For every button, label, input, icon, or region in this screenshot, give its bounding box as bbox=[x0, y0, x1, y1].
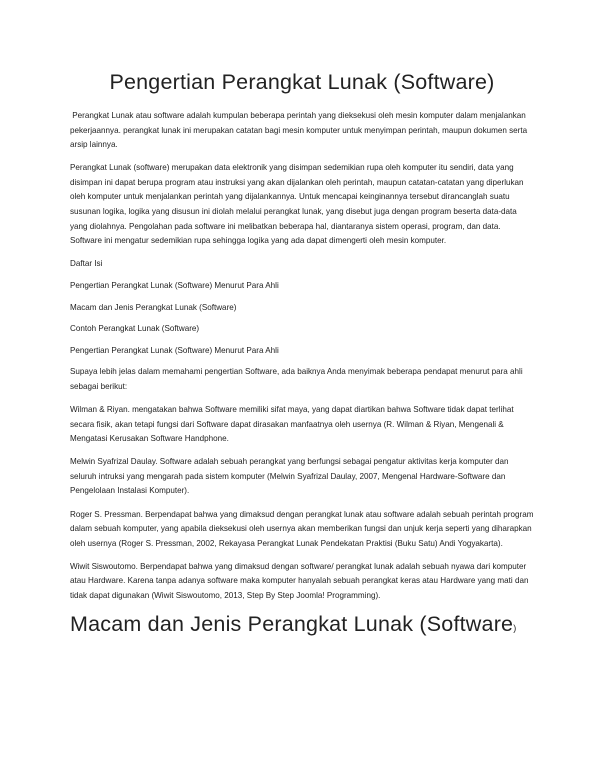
paragraph-melwin: Melwin Syafrizal Daulay. Software adalah sebuah perangkat yang berfungsi sebagai pengatur aktivitas kerja komputer dan seluruh intruksi yang mengarah pada sistem komputer (Melwin Syafrizal Daulay, 2007, Mengenal Hardware-Software dan Pengelolaan Instalasi Komputer). bbox=[70, 457, 509, 496]
paragraph-para-ahli-intro: Supaya lebih jelas dalam memahami pengertian Software, ada baiknya Anda menyimak beberapa pendapat menurut para ahli sebagai berikut: bbox=[70, 367, 523, 391]
paragraph-pressman: Roger S. Pressman. Berpendapat bahwa yang dimaksud dengan perangkat lunak atau software adalah sebuah perintah program dalam sebuah komputer, yang apabila dieksekusi oleh usernya akan memberikan fungsi dan unjuk kerja seperti yang diharapkan oleh usernya (Roger S. Pressman, 2002, Rekayasa Perangkat Lunak Pendekatan Praktisi (Buku Satu) Andi Yogyakarta). bbox=[70, 509, 534, 548]
paragraph-definition: Perangkat Lunak (software) merupakan data elektronik yang disimpan sedemikian rupa oleh komputer itu sendiri, data yang disimpan ini dapat berupa program atau instruksi yang akan dijalankan oleh perintah, maupun catatan-catatan yang diperlukan oleh komputer untuk menjalankan perintah yang dijalankannya. Untuk mencapai keinginannya tersebut dirancanglah suatu susunan logika, logika yang disusun ini diolah melalui perangkat lunak, yang disebut juga dengan program beserta data-data yang diolahnya. Pengolahan pada software ini melibatkan beberapa hal, diantaranya sistem operasi, program, dan data. Software ini mengatur sedemikian rupa sehingga logika yang ada dapat dimengerti oleh mesin komputer. bbox=[70, 163, 524, 246]
section-heading-paren: ) bbox=[513, 623, 517, 634]
paragraph-wilman-riyan: Wilman & Riyan. mengatakan bahwa Software memiliki sifat maya, yang dapat diartikan bahwa Software tidak dapat terlihat secara fisik, akan tetapi fungsi dari Software dapat dirasakan manfaatnya oleh usernya (R. Wilman & Riyan, Mengenali & Mengatasi Kerusakan Software Handphone. bbox=[70, 405, 514, 444]
toc-item: Macam dan Jenis Perangkat Lunak (Software) bbox=[70, 302, 237, 312]
toc-item: Contoh Perangkat Lunak (Software) bbox=[70, 324, 200, 334]
toc-heading: Daftar Isi bbox=[70, 259, 103, 269]
page-title: Pengertian Perangkat Lunak (Software) bbox=[109, 70, 495, 94]
section-heading-macam-jenis bbox=[70, 612, 534, 637]
paragraph-intro: Perangkat Lunak atau software adalah kumpulan beberapa perintah yang dieksekusi oleh mesin komputer dalam menjalankan pekerjaannya. perangkat lunak ini merupakan catatan bagi mesin komputer untuk menyimpan perintah, maupun dokumen serta arsip lainnya. bbox=[70, 111, 530, 150]
section-heading-text: Macam dan Jenis Perangkat Lunak (Software bbox=[70, 612, 514, 637]
paragraph-wiwit: Wiwit Siswoutomo. Berpendapat bahwa yang dimaksud dengan software/ perangkat lunak adalah sebuah nyawa dari komputer atau Hardware. Karena tanpa adanya software maka komputer hanyalah sebuah perangkat keras atau Hardware yang mati dan tidak dapat digunakan (Wiwit Siswoutomo, 2013, Step By Step Joomla! Programming). bbox=[70, 561, 529, 601]
toc-item: Pengertian Perangkat Lunak (Software) Menurut Para Ahli bbox=[70, 280, 279, 290]
section-heading-para-ahli: Pengertian Perangkat Lunak (Software) Menurut Para Ahli bbox=[70, 345, 279, 355]
